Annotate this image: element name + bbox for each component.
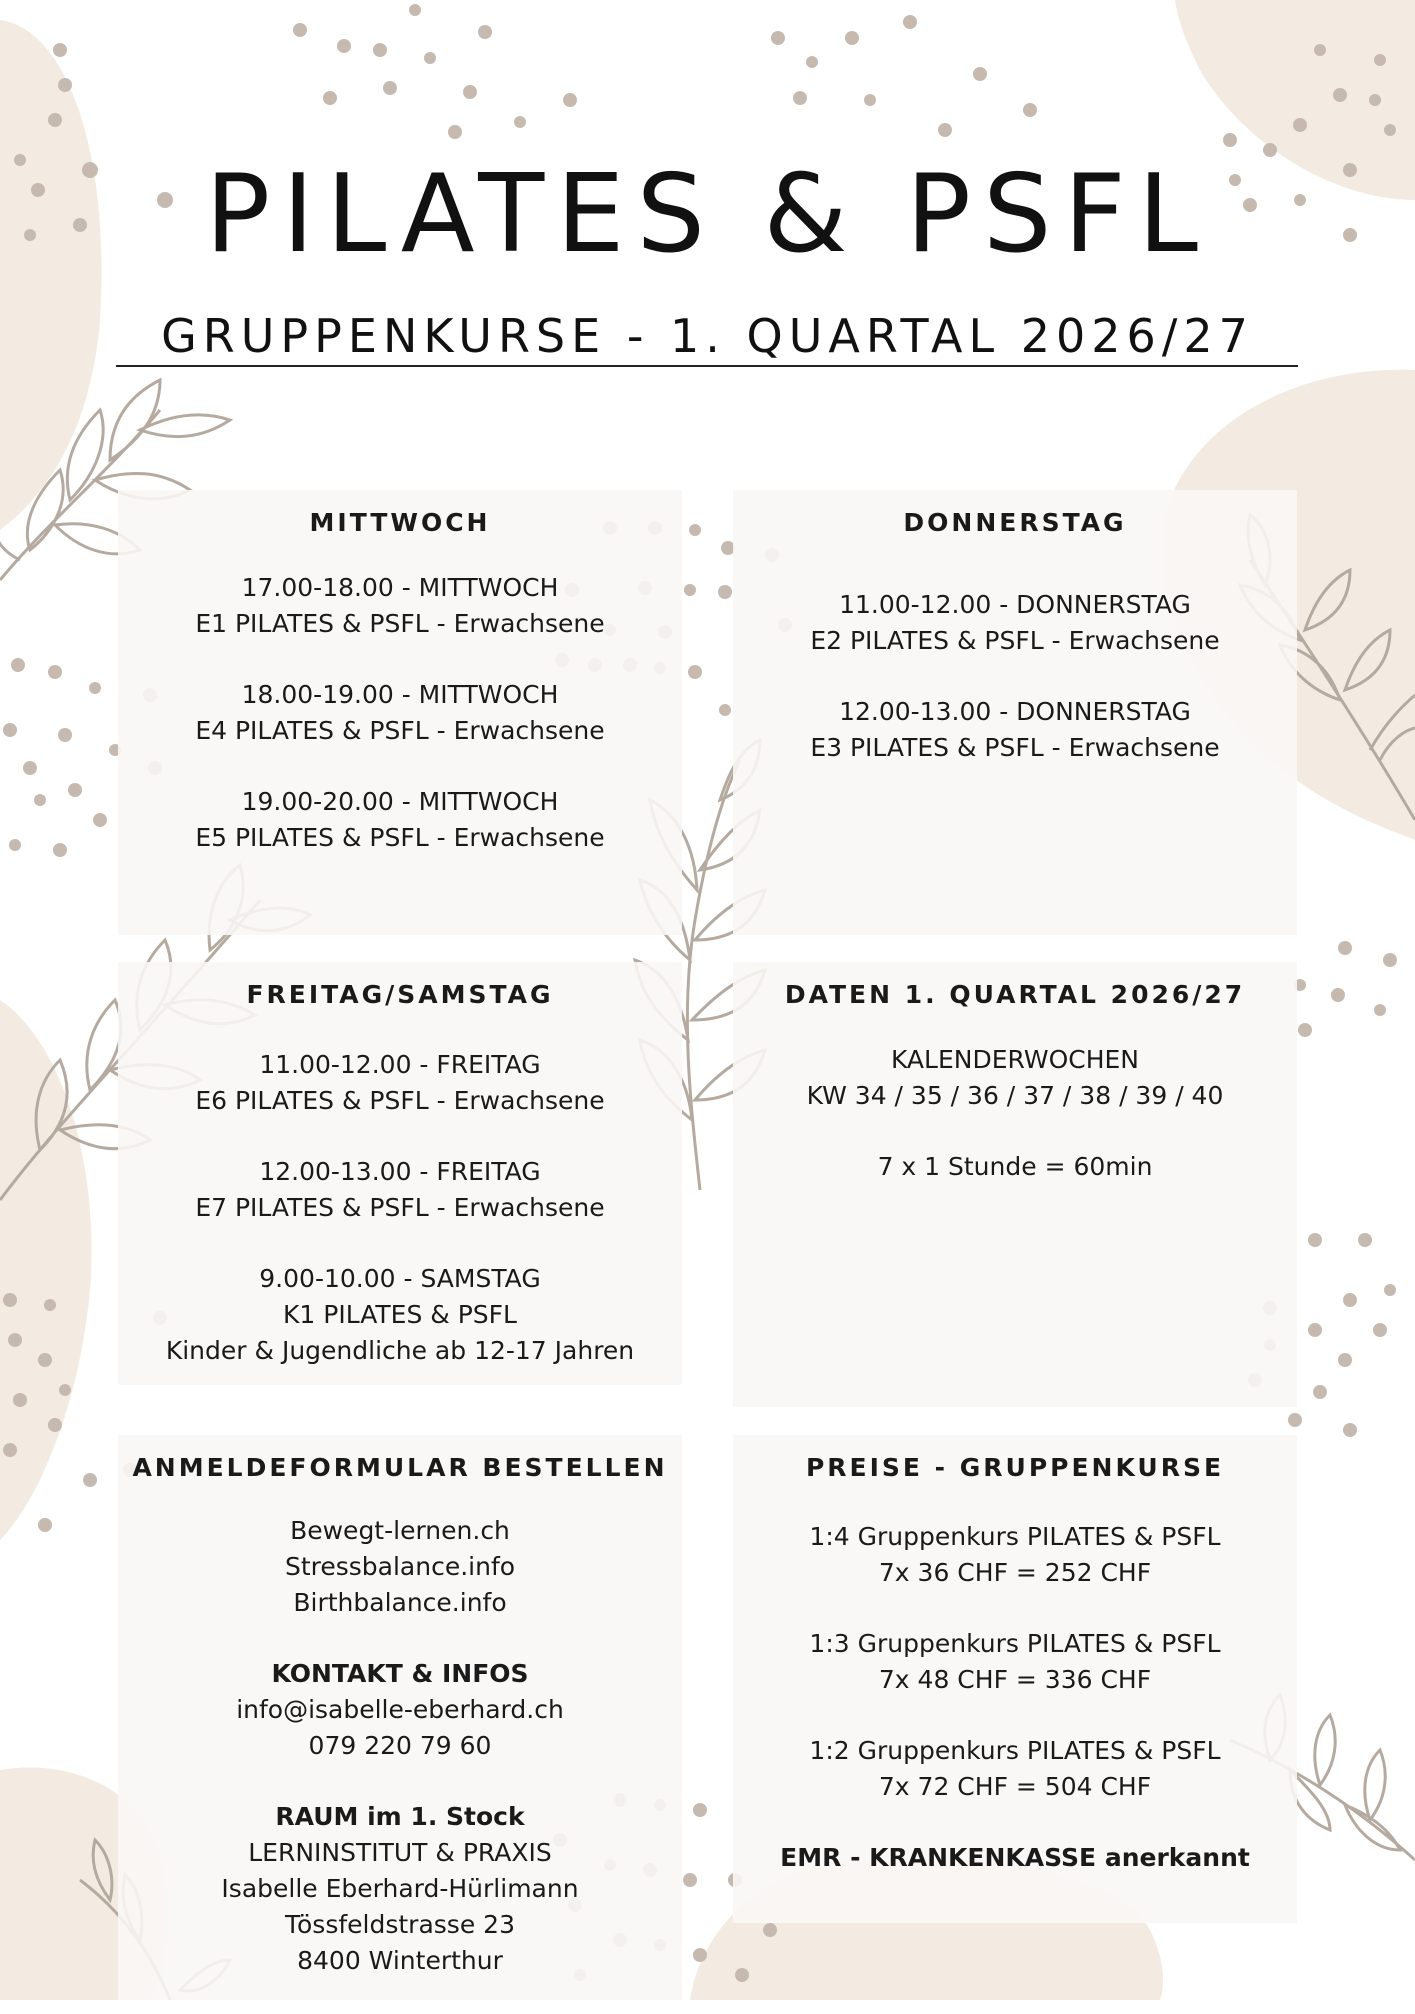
card-title-daten: DATEN 1. QUARTAL 2026/27 xyxy=(784,980,1246,1009)
session-course: K1 PILATES & PSFL xyxy=(283,1300,517,1329)
session-block xyxy=(118,784,682,856)
session-note: Kinder & Jugendliche ab 12-17 Jahren xyxy=(165,1336,635,1365)
page-subtitle: GRUPPENKURSE - 1. QUARTAL 2026/27 xyxy=(161,309,1254,363)
session-time: 17.00-18.00 - MITTWOCH xyxy=(241,573,559,602)
card-freitag-samstag xyxy=(118,962,682,1385)
session-course: E1 PILATES & PSFL - Erwachsene xyxy=(195,609,605,638)
weeks-list: KW 34 / 35 / 36 / 37 / 38 / 39 / 40 xyxy=(806,1081,1224,1110)
price-name: 1:2 Gruppenkurs PILATES & PSFL xyxy=(809,1736,1221,1765)
session-block xyxy=(733,694,1297,766)
page-title: PILATES & PSFL xyxy=(205,152,1210,277)
card-title-donnerstag: DONNERSTAG xyxy=(903,508,1127,537)
address-block xyxy=(118,1799,682,1979)
session-time: 11.00-12.00 - FREITAG xyxy=(259,1050,541,1079)
card-title-freitag-samstag: FREITAG/SAMSTAG xyxy=(246,980,554,1009)
session-block xyxy=(118,1261,682,1369)
session-course: E2 PILATES & PSFL - Erwachsene xyxy=(810,626,1220,655)
card-body-freitag-samstag xyxy=(118,1047,682,1404)
phone-number[interactable]: 079 220 79 60 xyxy=(308,1731,492,1760)
contact-block xyxy=(118,1656,682,1764)
price-name: 1:3 Gruppenkurs PILATES & PSFL xyxy=(809,1629,1221,1658)
address-line: 8400 Winterthur xyxy=(297,1946,503,1975)
session-block xyxy=(118,677,682,749)
weeks-block xyxy=(733,1042,1297,1114)
session-block xyxy=(118,570,682,642)
card-mittwoch xyxy=(118,490,682,935)
website-link[interactable]: Stressbalance.info xyxy=(284,1552,516,1581)
website-link[interactable]: Bewegt-lernen.ch xyxy=(290,1516,510,1545)
price-value: 7x 48 CHF = 336 CHF xyxy=(878,1665,1152,1694)
room-title: RAUM im 1. Stock xyxy=(275,1802,525,1831)
session-course: E4 PILATES & PSFL - Erwachsene xyxy=(195,716,605,745)
header-divider xyxy=(116,365,1298,367)
price-item xyxy=(733,1519,1297,1591)
insurance-note: EMR - KRANKENKASSE anerkannt xyxy=(780,1843,1250,1872)
card-title-preise: PREISE - GRUPPENKURSE xyxy=(805,1453,1225,1482)
session-block xyxy=(118,1047,682,1119)
card-body-preise xyxy=(733,1519,1297,1911)
weeks-label: KALENDERWOCHEN xyxy=(890,1045,1140,1074)
session-time: 12.00-13.00 - FREITAG xyxy=(259,1157,541,1186)
card-body-daten xyxy=(733,1042,1297,1220)
session-time: 9.00-10.00 - SAMSTAG xyxy=(259,1264,541,1293)
card-anmeldung xyxy=(118,1435,682,2000)
card-donnerstag xyxy=(733,490,1297,935)
duration-text: 7 x 1 Stunde = 60min xyxy=(877,1152,1153,1181)
card-body-donnerstag xyxy=(733,587,1297,801)
duration-block xyxy=(733,1149,1297,1185)
address-line: Tössfeldstrasse 23 xyxy=(285,1910,515,1939)
card-title-mittwoch: MITTWOCH xyxy=(309,508,491,537)
links-block xyxy=(118,1513,682,1621)
price-value: 7x 36 CHF = 252 CHF xyxy=(878,1558,1152,1587)
session-course: E6 PILATES & PSFL - Erwachsene xyxy=(195,1086,605,1115)
card-daten xyxy=(733,962,1297,1407)
session-course: E7 PILATES & PSFL - Erwachsene xyxy=(195,1193,605,1222)
address-line: Isabelle Eberhard-Hürlimann xyxy=(221,1874,579,1903)
session-block xyxy=(118,1154,682,1226)
session-time: 11.00-12.00 - DONNERSTAG xyxy=(839,590,1191,619)
session-block xyxy=(733,587,1297,659)
address-line: LERNINSTITUT & PRAXIS xyxy=(248,1838,552,1867)
card-body-mittwoch xyxy=(118,570,682,891)
session-time: 19.00-20.00 - MITTWOCH xyxy=(241,787,559,816)
card-body-anmeldung xyxy=(118,1513,682,2014)
session-time: 12.00-13.00 - DONNERSTAG xyxy=(839,697,1191,726)
price-value: 7x 72 CHF = 504 CHF xyxy=(878,1772,1152,1801)
page-header xyxy=(0,150,1415,364)
email-link[interactable]: info@isabelle-eberhard.ch xyxy=(236,1695,564,1724)
price-item xyxy=(733,1733,1297,1805)
session-course: E3 PILATES & PSFL - Erwachsene xyxy=(810,733,1220,762)
session-time: 18.00-19.00 - MITTWOCH xyxy=(241,680,559,709)
contact-title: KONTAKT & INFOS xyxy=(271,1659,529,1688)
card-title-anmeldung: ANMELDEFORMULAR BESTELLEN xyxy=(132,1453,668,1482)
website-link[interactable]: Birthbalance.info xyxy=(293,1588,507,1617)
session-course: E5 PILATES & PSFL - Erwachsene xyxy=(195,823,605,852)
price-item xyxy=(733,1626,1297,1698)
card-preise xyxy=(733,1435,1297,1923)
price-name: 1:4 Gruppenkurs PILATES & PSFL xyxy=(809,1522,1221,1551)
